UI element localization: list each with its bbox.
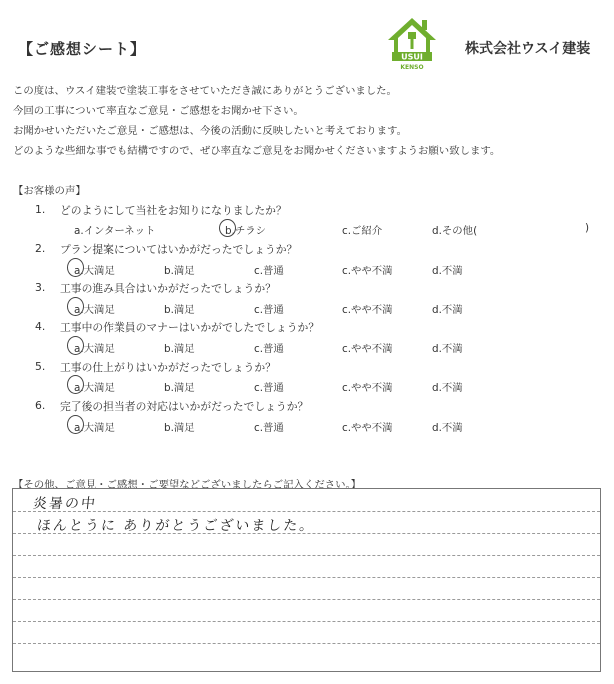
option-a[interactable]: a.大満足 — [74, 422, 115, 434]
house-brush-icon — [386, 16, 438, 72]
ruled-line — [13, 577, 600, 578]
question-text: 工事中の作業員のマナーはいかがでしたでしょうか？ — [60, 321, 320, 334]
question-number: 3. — [35, 281, 46, 294]
sheet-title: 【ご感想シート】 — [18, 40, 147, 58]
option-c[interactable]: c.ご紹介 — [342, 225, 383, 237]
option-a[interactable]: a.大満足 — [74, 343, 115, 355]
question-number: 1. — [35, 203, 46, 216]
option-c-2[interactable]: c.やや不満 — [342, 343, 393, 355]
option-c-2[interactable]: c.やや不満 — [342, 422, 393, 434]
question-number: 6. — [35, 399, 46, 412]
option-c[interactable]: c.普通 — [254, 422, 284, 434]
option-a[interactable]: a.大満足 — [74, 265, 115, 277]
svg-text:KENSO: KENSO — [400, 64, 424, 71]
handwritten-comment-line-1: 炎暑の中 — [32, 496, 98, 512]
intro-line-1: この度は、ウスイ建装で塗装工事をさせていただき誠にありがとうございました。 — [13, 85, 397, 97]
option-a[interactable]: a.インターネット — [74, 225, 156, 237]
voice-heading: 【お客様の声】 — [13, 185, 86, 197]
question-text: 工事の仕上がりはいかがだったでしょうか？ — [60, 361, 276, 374]
option-d[interactable]: d.不満 — [432, 422, 463, 434]
option-d[interactable]: d.不満 — [432, 265, 463, 277]
comment-heading: 【その他、ご意見・ご感想・ご要望などございましたらご記入ください。】 — [13, 479, 362, 491]
question-number: 4. — [35, 320, 46, 333]
ruled-line — [13, 555, 600, 556]
company-name: 株式会社ウスイ建装 — [465, 41, 591, 57]
option-b[interactable]: b.満足 — [164, 304, 195, 316]
option-b[interactable]: b.満足 — [164, 265, 195, 277]
handwritten-comment-line-2: ほんとうに ありがとうございました。 — [36, 518, 317, 534]
ruled-line — [13, 621, 600, 622]
option-d[interactable]: d.不満 — [432, 343, 463, 355]
option-b[interactable]: b.満足 — [164, 343, 195, 355]
question-number: 5. — [35, 360, 46, 373]
option-d[interactable]: d.不満 — [432, 382, 463, 394]
option-c-2[interactable]: c.やや不満 — [342, 382, 393, 394]
svg-text:USUI: USUI — [401, 52, 423, 62]
question-text: 完了後の担当者の対応はいかがだったでしょうか？ — [60, 400, 309, 413]
option-b[interactable]: b.満足 — [164, 382, 195, 394]
question-number: 2. — [35, 242, 46, 255]
option-d-close-paren: ) — [585, 222, 590, 234]
option-c[interactable]: c.普通 — [254, 343, 284, 355]
comment-box[interactable] — [12, 488, 601, 672]
ruled-line — [13, 643, 600, 644]
company-logo — [386, 16, 438, 72]
question-text: どのようにして当社をお知りになりましたか？ — [60, 204, 287, 217]
question-text: プラン提案についてはいかがだったでしょうか？ — [60, 243, 298, 256]
ruled-line — [13, 511, 600, 512]
option-c[interactable]: c.普通 — [254, 304, 284, 316]
question-text: 工事の進み具合はいかがだったでしょうか？ — [60, 282, 276, 295]
option-d[interactable]: d.その他( — [432, 225, 478, 237]
option-c[interactable]: c.普通 — [254, 265, 284, 277]
option-d[interactable]: d.不満 — [432, 304, 463, 316]
option-c-2[interactable]: c.やや不満 — [342, 265, 393, 277]
ruled-line — [13, 599, 600, 600]
option-b[interactable]: b.チラシ — [225, 225, 267, 237]
option-a[interactable]: a.大満足 — [74, 304, 115, 316]
option-c-2[interactable]: c.やや不満 — [342, 304, 393, 316]
option-c[interactable]: c.普通 — [254, 382, 284, 394]
intro-line-2: 今回の工事について率直なご意見・ご感想をお聞かせ下さい。 — [13, 105, 304, 117]
intro-line-4: どのような些細な事でも結構ですので、ぜひ率直なご意見をお聞かせくださいますようお願い致します。 — [13, 145, 501, 157]
option-b[interactable]: b.満足 — [164, 422, 195, 434]
intro-line-3: お聞かせいただいたご意見・ご感想は、今後の活動に反映したいと考えております。 — [13, 125, 408, 137]
option-a[interactable]: a.大満足 — [74, 382, 115, 394]
